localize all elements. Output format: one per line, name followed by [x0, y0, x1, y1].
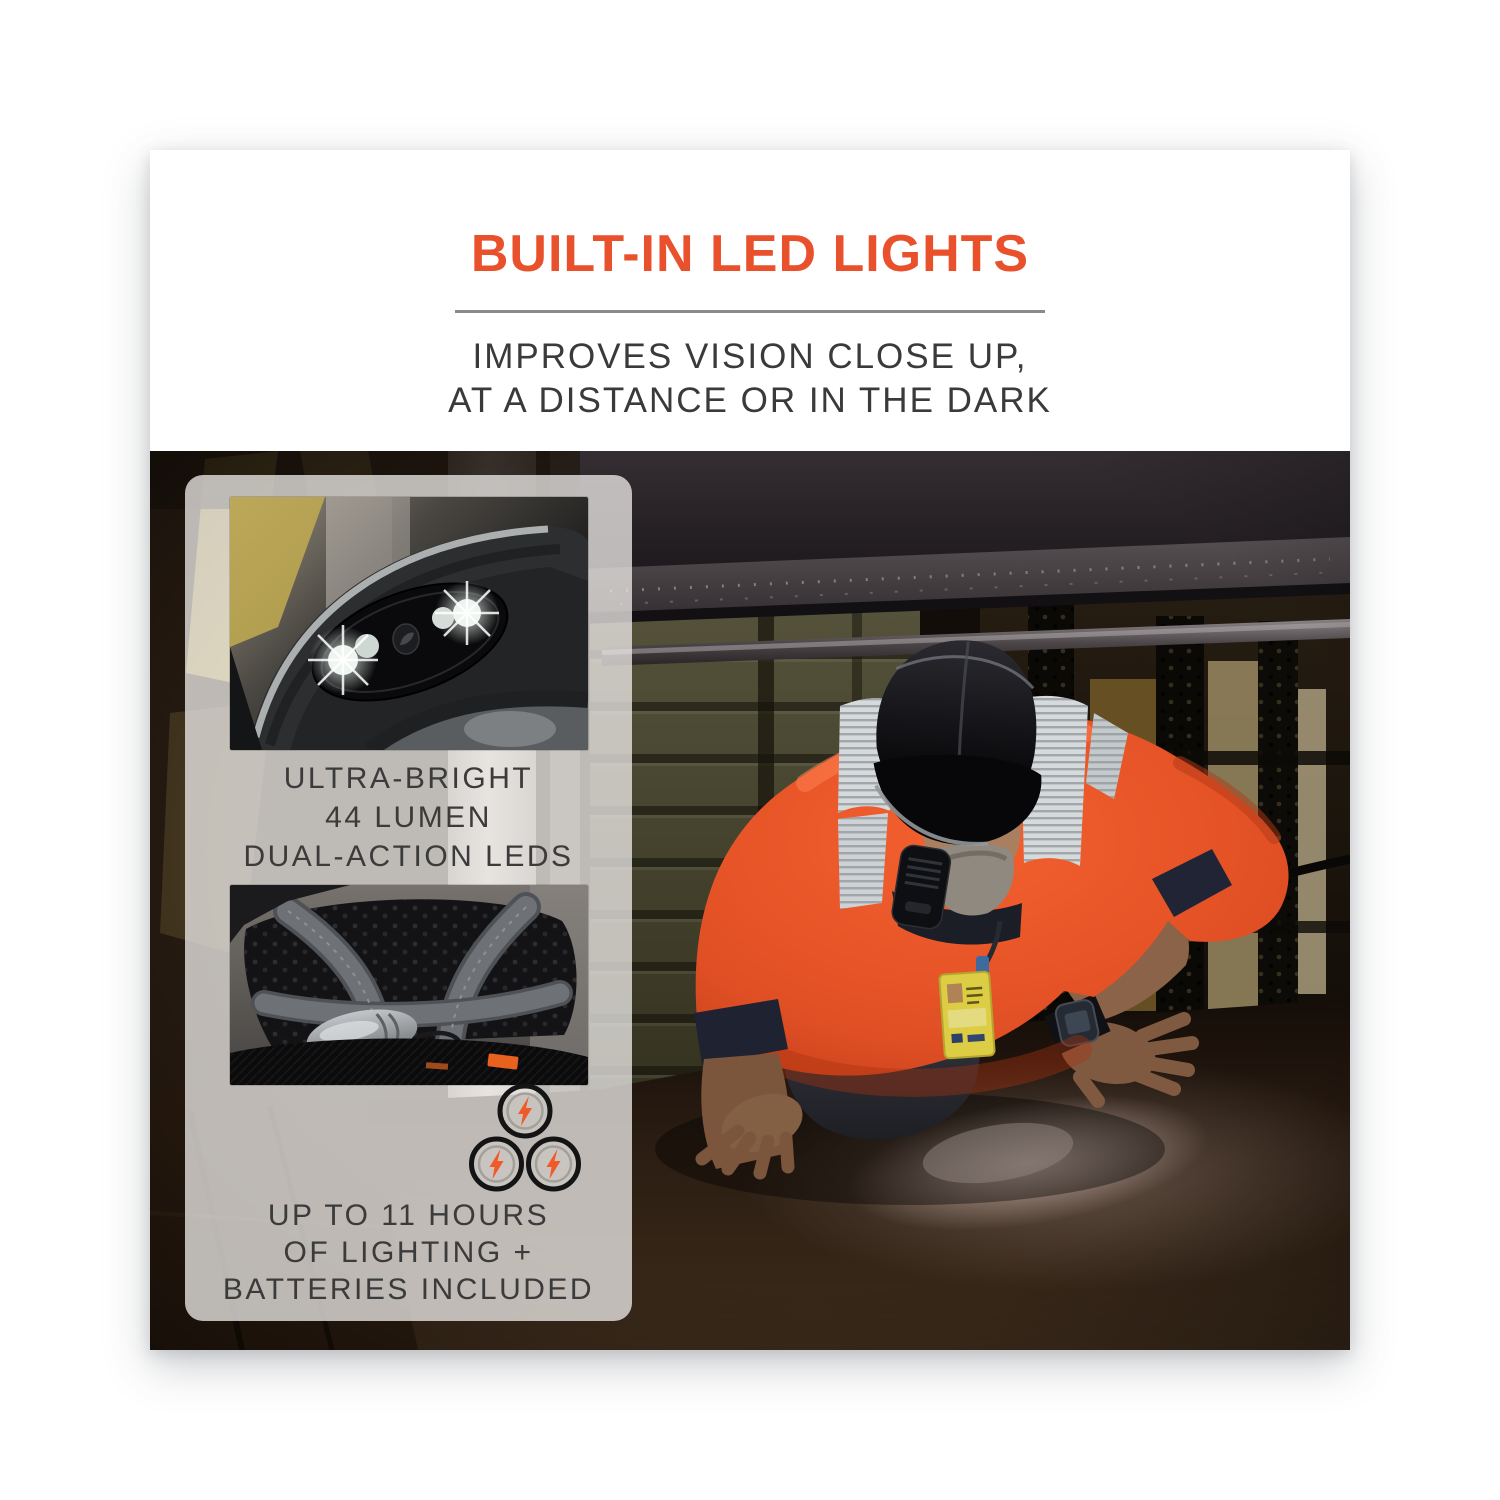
page-title: BUILT-IN LED LIGHTS [470, 225, 1030, 283]
battery-lightning-icon [500, 1086, 550, 1136]
logo-button [393, 624, 419, 654]
caption-leds [185, 759, 632, 876]
subtitle [150, 335, 1350, 423]
battery-icons [467, 1083, 583, 1195]
inset-photo-led-brim [230, 497, 588, 750]
caption-leds-line-3: DUAL-ACTION LEDS [243, 840, 574, 873]
caption-battery-line-3: BATTERIES INCLUDED [222, 1273, 595, 1306]
inset-photo-cap-interior [230, 885, 588, 1085]
main-photo [150, 451, 1350, 1350]
battery-lightning-icon [529, 1139, 579, 1189]
caption-leds-line-1: ULTRA-BRIGHT [283, 762, 534, 795]
header [150, 150, 1350, 451]
divider-line [455, 310, 1045, 313]
led-light-left [308, 625, 379, 695]
subtitle-line-2: AT A DISTANCE OR IN THE DARK [448, 381, 1052, 420]
caption-battery-line-1: UP TO 11 HOURS [267, 1199, 550, 1232]
feature-card [150, 150, 1350, 1350]
battery-lightning-icon [472, 1139, 522, 1189]
caption-battery [185, 1197, 632, 1308]
caption-leds-line-2: 44 LUMEN [325, 801, 492, 834]
caption-battery-line-2: OF LIGHTING + [283, 1236, 534, 1269]
info-panel [185, 475, 632, 1321]
subtitle-line-1: IMPROVES VISION CLOSE UP, [472, 337, 1028, 376]
